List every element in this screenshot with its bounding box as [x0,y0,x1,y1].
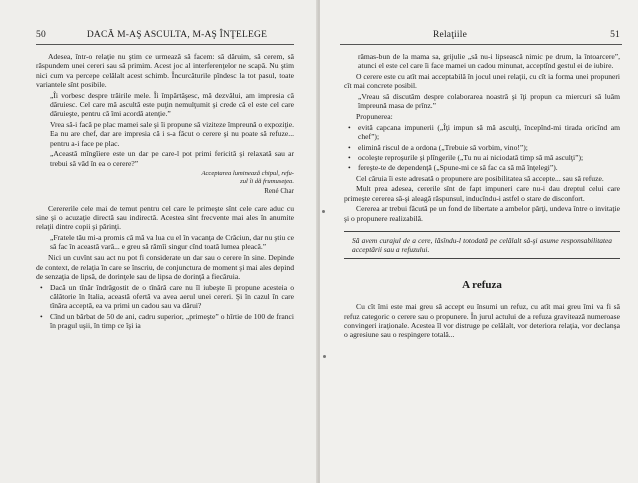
epigraph-line: zul îi dă frumuseţea. [240,178,294,186]
paragraph: Adesea, într-o relaţie nu ştim ce urmează să facem: să dăruim, să cerem, să răspundem unei cereri sau să primim. Acest joc al interferenţelor ne scapă. Nu ştim nici cum va percepe celălalt acest schimb. Încurcăturile pîndesc la tot pasul, toate variantele sînt posibile. [36,52,294,89]
page-number: 50 [36,30,46,40]
scan-speck [322,210,325,213]
bullet-list [36,283,294,330]
list-item: • ocoleşte reproşurile şi plîngerile („Tu nu ai niciodată timp să mă asculţi”); [344,153,620,162]
example: Vrea să-i facă pe plac mamei sale şi îi propune să viziteze împreună o expoziţie. Ea nu are chef, dar are impresia că i s-a făcut o cerere şi nu poate să refuze... pentru a-i face pe plac. [50,120,294,148]
scan-speck [323,355,326,358]
paragraph: Mult prea adesea, cererile sînt de fapt impuneri care nu-i dau dreptul celui care primeşte cererea să-şi aleagă răspunsul, inducîndu-i astfel o stare de disconfort. [344,184,620,203]
paragraph: Cu cît îmi este mai greu să accept eu însumi un refuz, cu atît mai greu îmi va fi să refuz categoric o cerere sau o propunere. În jurul actului de a refuza gravitează numeroase convingeri iraţionale. Acestea îl vor distruge pe celălalt, vor deteriora relaţia, vor declanşa o agresiune sau o respingere totală... [344,302,620,340]
left-body-text [36,52,294,331]
list-item: • Dacă un tînăr îndrăgostit de o tînără care nu îl iubeşte îi propune acesteia o călătorie în Italia, această ofertă va avea aerul unei cereri. Şi în cazul în care tînăra acceptă, ea va primi un cadou sau va dărui? [36,283,294,311]
list-item: • Cînd un bărbat de 50 de ani, cadru superior, „primeşte” o hîrtie de 100 de franci în pragul uşii, în timp ce îşi ia [36,312,294,331]
section-title: A refuza [462,279,502,292]
quote: „Fratele tău mi-a promis că mă va lua cu el în vacanţa de Crăciun, dar nu ştiu ce să fac în această vară... e greu să rămîi singur cînd toată lumea pleacă.” [50,233,294,252]
left-page [0,0,318,483]
paragraph: Cel căruia îi este adresată o propunere are posibilitatea să accepte... sau să refuze. [356,173,604,183]
right-page [320,0,638,483]
quote: „Vreau să discutăm despre colaborarea noastră şi îţi propun ca miercuri să luăm împreună masa de prînz.” [358,92,620,111]
highlight-box: Să avem curajul de a cere, lăsîndu-l totodată pe celălalt să-şi asume responsabilitatea acceptării sau a refuzului. [344,231,620,259]
paragraph: Cererea ar trebui făcută pe un fond de libertate a ambelor părţi, undeva între o invitaţie şi o propunere realizabilă. [344,204,620,223]
bullet-list [344,123,620,172]
running-title: Relaţiile [433,30,467,40]
epigraph-author: René Char [264,187,294,196]
header-rule [340,44,622,45]
paragraph: Cerererile cele mai de temut pentru cel care le primeşte sînt cele care aduc cu sine şi o acuzaţie directă sau indirectă. Acestea sînt frecvente mai ales în anumite relaţii dintre copii şi părinţi. [36,203,294,232]
epigraph-line: Acceptarea luminează chipul, refu- [201,170,294,178]
quote: „Această mîngîiere este un dar pe care-l pot primi fericită şi relaxată sau ar trebui să văd în ea o cerere?” [50,149,294,168]
header-rule [36,44,294,45]
paragraph: O cerere este cu atît mai acceptabilă în jocul unei relaţii, cu cît ia forma unei propuneri cît mai concrete posibil. [344,72,620,91]
list-item: • evită capcana impunerii („Îţi impun să mă asculţi, începînd-mi tirada oricînd am chef”); [344,123,620,142]
paragraph-continuation: rămas-bun de la mama sa, grijulie „să nu-i lipsească nimic pe drum, la întoarcere”, atunci el este cel care îi face mamei un cadou minunat, acceptînd gestul ei de iubire. [358,52,620,71]
page-number: 51 [610,30,620,40]
paragraph: Propunerea: [356,112,393,122]
quote: „Îi vorbesc despre trăirile mele. Îi împărtăşesc, mă dezvălui, am impresia că dăruiesc. Cel care mă ascultă este puţin nemulţumit şi crede că el este cel care dăruieşte, pentru că îmi acordă atenţie.” [50,90,294,119]
right-body-text [344,52,620,341]
paragraph: Nici un cuvînt sau act nu pot fi considerate un dar sau o cerere în sine. Depinde de context, de relaţia în care se înscriu, de conjunctura de moment şi mai ales depind de senzaţia de lipsă, de dorinţele sau de lipsa de dorinţă a fiecăruia. [36,253,294,281]
running-title: DACĂ M-AŞ ASCULTA, M-AŞ ÎNŢELEGE [86,30,268,40]
epigraph [36,170,294,186]
list-item: • elimină riscul de a ordona („Trebuie să vorbim, vino!”); [344,143,620,152]
list-item: • fereşte-te de dependenţă („Spune-mi ce să fac ca să mă înţelegi”). [344,163,620,172]
